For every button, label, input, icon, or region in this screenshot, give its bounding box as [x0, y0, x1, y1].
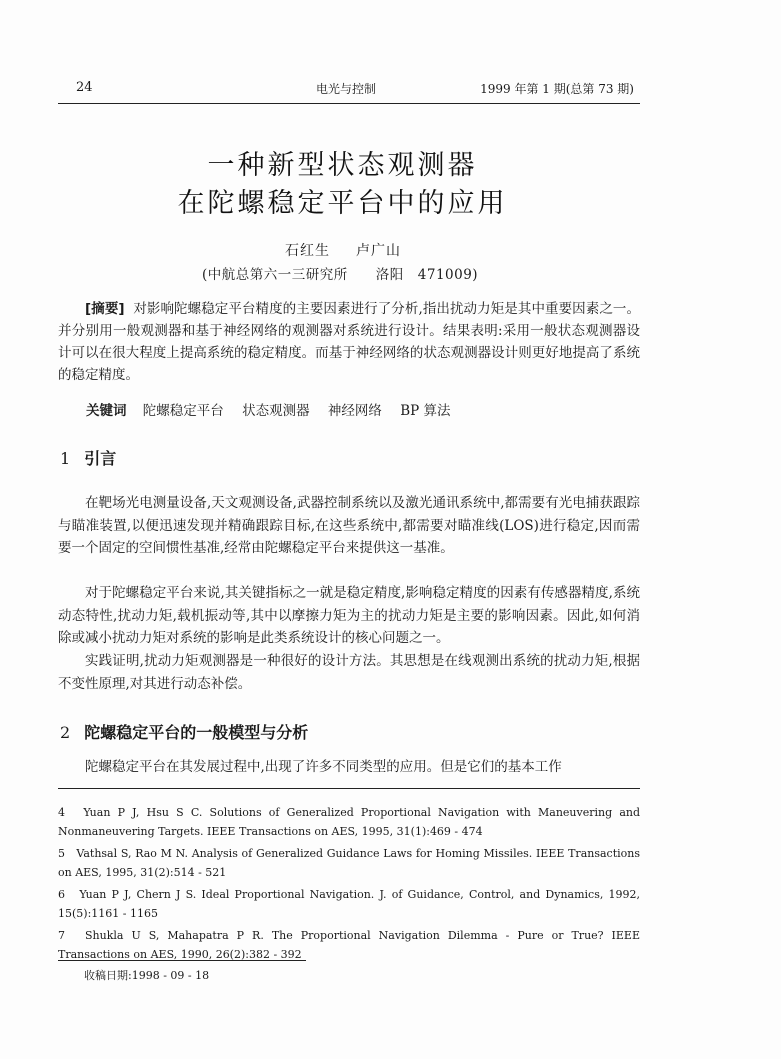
- keyword: 神经网络: [327, 403, 382, 419]
- keywords: [86, 399, 464, 419]
- running-header: [58, 78, 638, 100]
- keywords-label: 关键词: [86, 403, 127, 419]
- body-paragraph: 陀螺稳定平台在其发展过程中,出现了许多不同类型的应用。但是它们的基本工作: [85, 759, 562, 775]
- body-paragraph: 在靶场光电测量设备,天文观测设备,武器控制系统以及激光通讯系统中,都需要有光电捕获跟踪与瞄准装置,以便迅速发现并精确跟踪目标,在这些系统中,都需要对瞄准线(LOS)进行稳定,因而需要一个固定的空间惯性基准,经常由陀螺稳定平台来提供这一基准。: [58, 495, 640, 556]
- abstract: [58, 298, 640, 386]
- paper-title-line2: 在陀螺稳定平台中的应用: [177, 188, 508, 219]
- paper-title-line1: 一种新型状态观测器: [207, 150, 478, 181]
- abstract-text: 对影响陀螺稳定平台精度的主要因素进行了分析,指出扰动力矩是其中重要因素之一。并分别用一般观测器和基于神经网络的观测器对系统进行设计。结果表明:采用一般状态观测器设计可以在很大程度上提高系统的稳定精度。而基于神经网络的状态观测器设计则更好地提高了系统的稳定精度。: [58, 301, 640, 383]
- section-title: 陀螺稳定平台的一般模型与分析: [84, 723, 309, 742]
- footnote-rule: [58, 960, 306, 961]
- page-number: 24: [76, 80, 93, 95]
- section-heading: [58, 720, 308, 743]
- abstract-label: [摘要]: [85, 301, 125, 317]
- reference-item: 5 Vathsal S, Rao M N. Analysis of Generalized Guidance Laws for Homing Missiles. IEEE Transactions on AES, 1995, 31(2):514 - 521: [58, 847, 640, 879]
- affiliation: (中航总第六一三研究所 洛阳 471009): [202, 267, 479, 283]
- reference-list: [58, 803, 640, 967]
- reference-item: 4 Yuan P J, Hsu S C. Solutions of Generalized Proportional Navigation with Maneuvering and Nonmaneuvering Targets. IEEE Transactions on AES, 1995, 31(1):469 - 474: [58, 806, 640, 838]
- issue-info: 1999 年第 1 期(总第 73 期): [480, 82, 634, 96]
- keyword: BP 算法: [400, 403, 451, 419]
- author-list: [285, 240, 401, 260]
- body-paragraph: 实践证明,扰动力矩观测器是一种很好的设计方法。其思想是在线观测出系统的扰动力矩,根据不变性原理,对其进行动态补偿。: [58, 653, 640, 692]
- author-name: 石红生: [285, 243, 330, 259]
- received-date: 收稿日期:1998 - 09 - 18: [84, 969, 210, 982]
- reference-item: 7 Shukla U S, Mahapatra P R. The Proportional Navigation Dilemma - Pure or True? IEEE Transactions on AES, 1990, 26(2):382 - 392: [58, 929, 640, 961]
- author-name: 卢广山: [356, 243, 401, 259]
- body-paragraph: 对于陀螺稳定平台来说,其关键指标之一就是稳定精度,影响稳定精度的因素有传感器精度,系统动态特性,扰动力矩,载机振动等,其中以摩擦力矩为主的扰动力矩是主要的影响因素。因此,如何消除或减小扰动力矩对系统的影响是此类系统设计的核心问题之一。: [58, 585, 640, 646]
- header-rule: [58, 103, 640, 104]
- references-rule: [58, 788, 640, 789]
- section-title: 引言: [84, 449, 117, 468]
- section-number: 2: [60, 723, 71, 742]
- section-heading: [58, 446, 116, 469]
- keyword: 陀螺稳定平台: [142, 403, 224, 419]
- section-number: 1: [60, 449, 71, 468]
- reference-item: 6 Yuan P J, Chern J S. Ideal Proportional Navigation. J. of Guidance, Control, and Dynamics, 1992, 15(5):1161 - 1165: [58, 888, 640, 920]
- journal-name: 电光与控制: [316, 82, 377, 96]
- keyword: 状态观测器: [242, 403, 310, 419]
